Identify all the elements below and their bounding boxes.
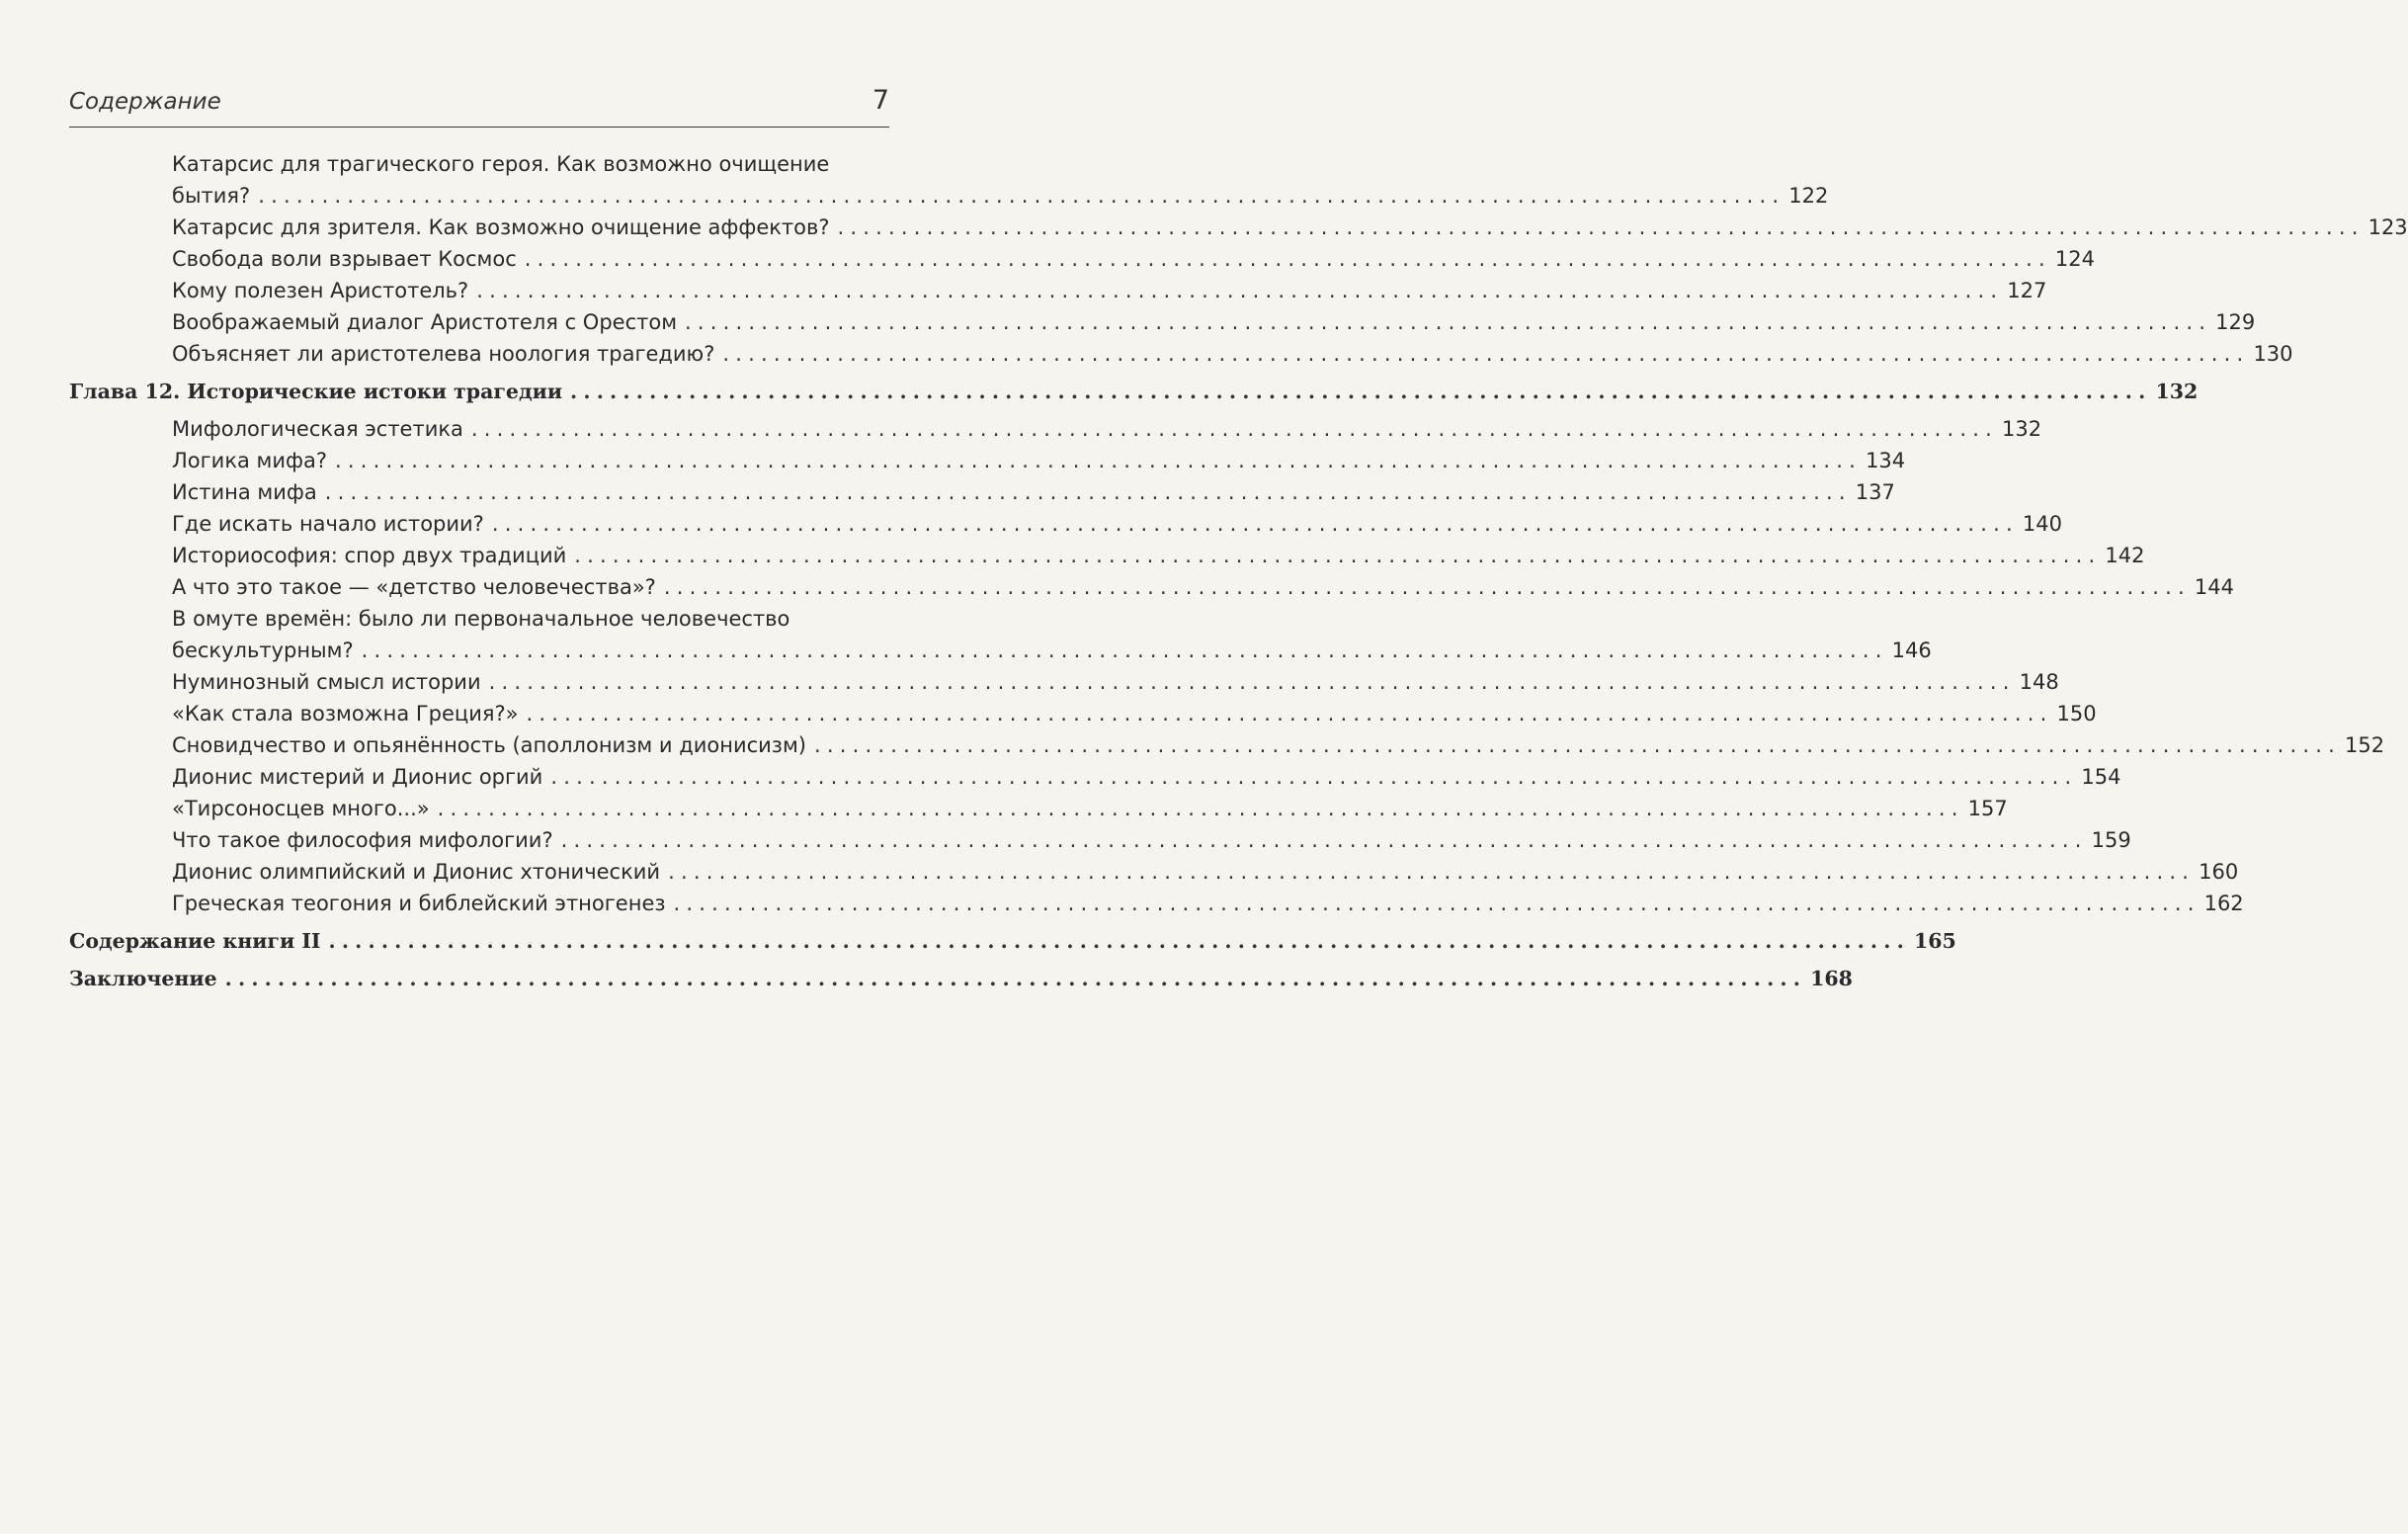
leader-dots: ........................................................................................................................ (437, 797, 1964, 820)
leader-dots: ........................................................................................................................ (673, 892, 2200, 915)
toc-entry[interactable] (69, 761, 2121, 793)
toc-entry-title: Катарсис для зрителя. Как возможно очищение аффектов? (172, 215, 830, 239)
running-header (69, 87, 889, 128)
toc-entry[interactable] (69, 508, 2062, 540)
toc-entry-page: 159 (2091, 828, 2131, 852)
toc-entry-title-line2: бытия? (172, 184, 251, 208)
toc-chapter[interactable] (69, 963, 1853, 994)
leader-dots: ........................................................................................................................ (814, 733, 2342, 757)
toc-entry[interactable] (69, 571, 2234, 603)
toc-entry-title: «Как стала возможна Греция?» (172, 702, 519, 725)
toc-entry-page: 130 (2253, 342, 2293, 366)
toc-entry-title: Нуминозный смысл истории (172, 670, 481, 694)
leader-dots: ........................................................................................................................ (722, 342, 2250, 366)
toc-chapter-page: 132 (2155, 380, 2199, 403)
toc-entry[interactable] (69, 666, 2059, 698)
leader-dots: ........................................................................................................................ (550, 765, 2078, 789)
leader-dots: ........................................................................................................................ (470, 417, 1998, 441)
toc-entry[interactable] (69, 603, 1932, 666)
toc-entry[interactable] (69, 540, 2145, 571)
toc-entry-page: 140 (2022, 512, 2062, 536)
table-of-contents (69, 148, 2408, 994)
leader-dots: ........................................................................................................................ (524, 247, 2051, 271)
toc-entry[interactable] (69, 212, 2408, 243)
toc-entry-title-line2: бескультурным? (172, 639, 354, 662)
leader-dots: ........................................................................................................................ (361, 639, 1888, 662)
leader-dots: ........................................................................................................................ (663, 575, 2191, 599)
toc-entry-title: Объясняет ли аристотелева ноология трагедию? (172, 342, 715, 366)
toc-entry-title: Что такое философия мифологии? (172, 828, 553, 852)
toc-chapter-page: 168 (1810, 967, 1853, 990)
leader-dots: ........................................................................................................................ (837, 215, 2365, 239)
toc-entry-title-line1: В омуте времён: было ли первоначальное человечество (172, 607, 790, 631)
toc-entry-title: Логика мифа? (172, 449, 328, 472)
toc-entry-title: Мифологическая эстетика (172, 417, 463, 441)
toc-entry-page: 144 (2194, 575, 2234, 599)
toc-entry-title: Где искать начало истории? (172, 512, 484, 536)
leader-dots: ........................................................................................................................ (328, 929, 1910, 953)
toc-entry-title: А что это такое — «детство человечества»? (172, 575, 656, 599)
leader-dots: ........................................................................................................................ (560, 828, 2088, 852)
toc-entry-page: 154 (2081, 765, 2121, 789)
leader-dots: ........................................................................................................................ (491, 512, 2019, 536)
toc-entry-title: Сновидчество и опьянённость (аполлонизм и дионисизм) (172, 733, 806, 757)
toc-chapter-title: Заключение (69, 967, 217, 990)
leader-dots: ........................................................................................................................ (668, 860, 2196, 884)
toc-entry-title: Истина мифа (172, 480, 317, 504)
leader-dots: ........................................................................................................................ (476, 279, 2004, 302)
toc-entry[interactable] (69, 793, 2008, 824)
leader-dots: ........................................................................................................................ (324, 480, 1852, 504)
toc-entry-page: 150 (2056, 702, 2097, 725)
toc-chapter-title: Глава 12. Исторические истоки трагедии (69, 380, 563, 403)
toc-entry[interactable] (69, 476, 1895, 508)
toc-entry-title: «Тирсоносцев много...» (172, 797, 430, 820)
toc-entry[interactable] (69, 824, 2131, 856)
toc-entry-page: 137 (1855, 480, 1895, 504)
toc-entry[interactable] (69, 856, 2239, 888)
toc-entry-page: 127 (2007, 279, 2047, 302)
toc-entry-title: Греческая теогония и библейский этногенез (172, 892, 666, 915)
toc-chapter-title: Содержание книги II (69, 929, 321, 953)
toc-entry-page: 142 (2105, 544, 2145, 567)
toc-entry[interactable] (69, 275, 2047, 306)
toc-entry-page: 129 (2215, 310, 2256, 334)
leader-dots: ........................................................................................................................ (570, 380, 2152, 403)
leader-dots: ........................................................................................................................ (526, 702, 2053, 725)
toc-entry-page: 146 (1891, 639, 1932, 662)
page-number: 7 (872, 85, 889, 116)
leader-dots: ........................................................................................................................ (224, 967, 1807, 990)
running-title: Содержание (69, 89, 221, 115)
toc-entry[interactable] (69, 338, 2293, 370)
toc-entry-page: 162 (2203, 892, 2244, 915)
leader-dots: ........................................................................................................................ (258, 184, 1785, 208)
toc-entry-page: 160 (2199, 860, 2239, 884)
toc-entry[interactable] (69, 445, 1906, 476)
leader-dots: ........................................................................................................................ (488, 670, 2016, 694)
toc-entry-page: 124 (2054, 247, 2095, 271)
toc-entry-page: 132 (2001, 417, 2042, 441)
toc-entry-title: Историософия: спор двух традиций (172, 544, 567, 567)
toc-entry[interactable] (69, 888, 2244, 919)
toc-entry-page: 123 (2367, 215, 2408, 239)
toc-entry-title: Свобода воли взрывает Космос (172, 247, 517, 271)
leader-dots: ........................................................................................................................ (685, 310, 2212, 334)
toc-entry[interactable] (69, 698, 2097, 729)
toc-chapter[interactable] (69, 376, 2199, 407)
toc-entry[interactable] (69, 306, 2256, 338)
toc-entry-title: Дионис мистерий и Дионис оргий (172, 765, 543, 789)
toc-entry[interactable] (69, 729, 2385, 761)
leader-dots: ........................................................................................................................ (574, 544, 2102, 567)
toc-entry-title: Воображаемый диалог Аристотеля с Орестом (172, 310, 678, 334)
toc-entry-page: 148 (2019, 670, 2059, 694)
toc-entry-page: 122 (1788, 184, 1829, 208)
toc-entry[interactable] (69, 243, 2095, 275)
toc-entry[interactable] (69, 413, 2042, 445)
toc-entry-page: 152 (2345, 733, 2385, 757)
leader-dots: ........................................................................................................................ (335, 449, 1863, 472)
toc-entry-title: Дионис олимпийский и Дионис хтонический (172, 860, 661, 884)
toc-chapter[interactable] (69, 925, 1956, 957)
toc-entry-page: 157 (1967, 797, 2008, 820)
toc-entry[interactable] (69, 148, 1829, 212)
toc-entry-title: Кому полезен Аристотель? (172, 279, 469, 302)
toc-entry-title-line1: Катарсис для трагического героя. Как возможно очищение (172, 152, 830, 176)
toc-chapter-page: 165 (1913, 929, 1956, 953)
toc-entry-page: 134 (1866, 449, 1906, 472)
